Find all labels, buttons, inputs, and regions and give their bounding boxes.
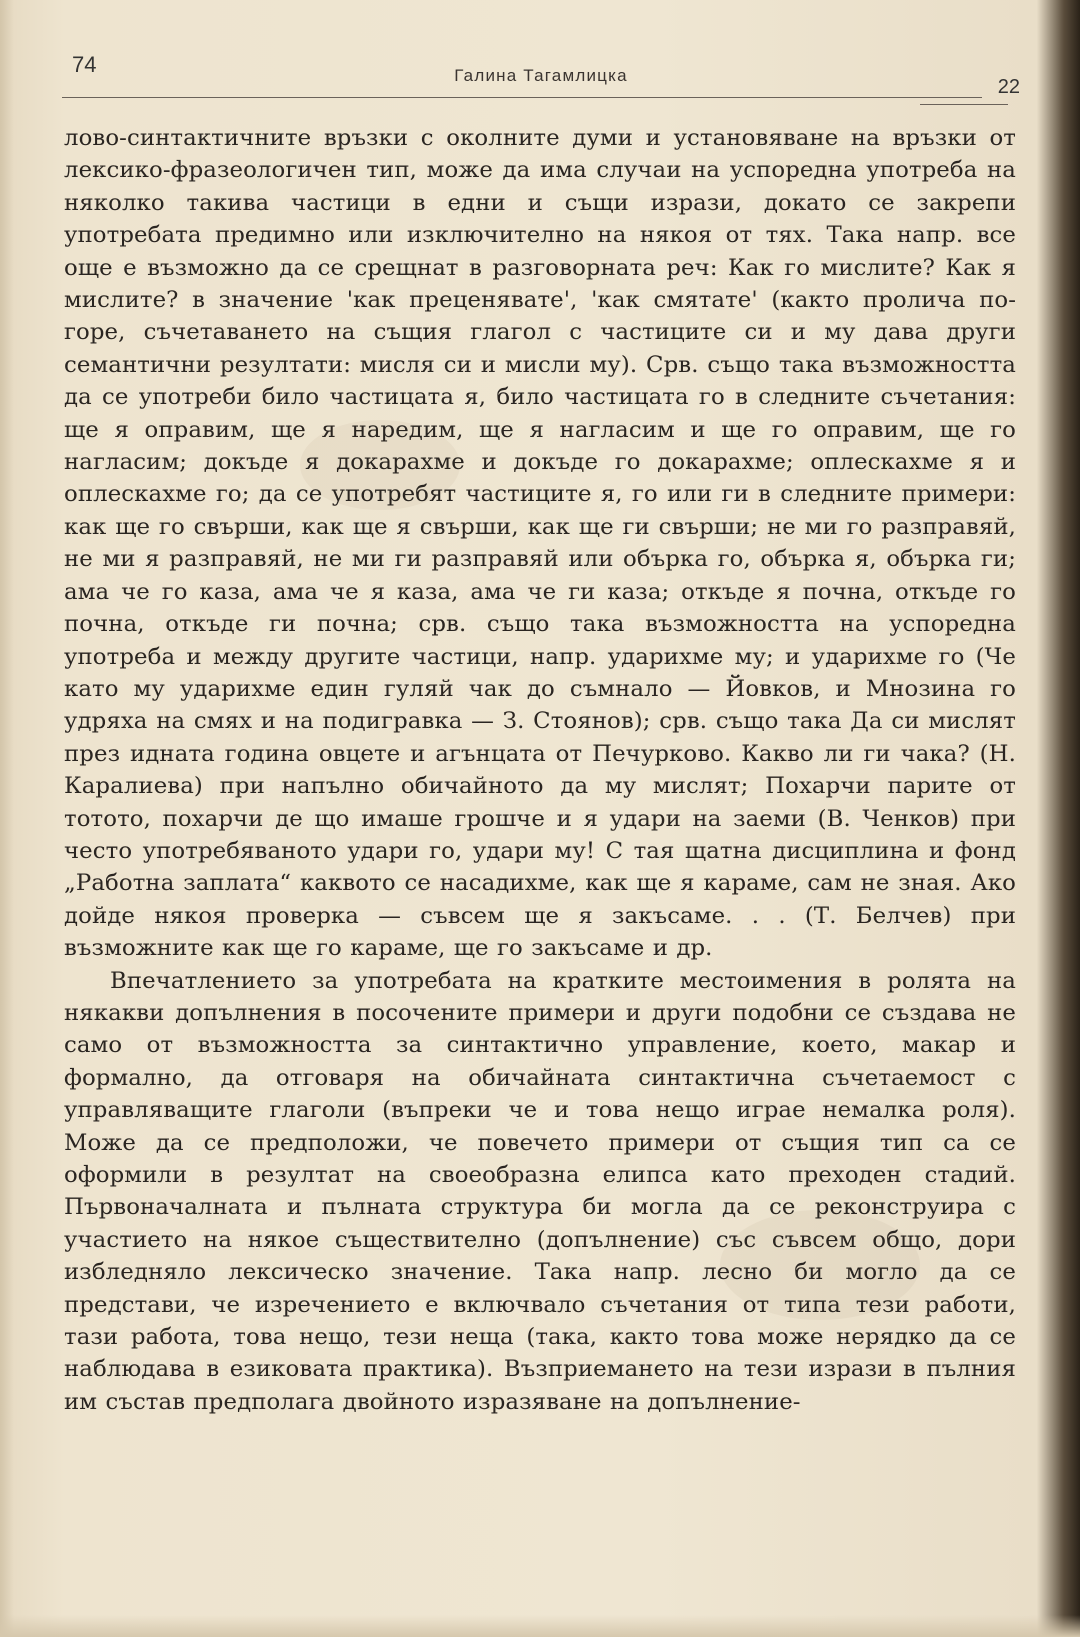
header-rule-short xyxy=(920,104,1008,105)
page-edge-shadow xyxy=(0,1615,1080,1637)
page-header xyxy=(62,52,1020,98)
page-number: 74 xyxy=(72,52,97,77)
paragraph: Впечатлението за употребата на кратките местоимения в ролята на някакви допълнения в посочените примери и други подобни се създава не само от възможността за синтактично управление, което, макар и формално, да отговаря на обичайната синтактична съчетаемост с управляващите глаголи (въпреки че и това нещо играе немалка роля). Може да се предположи, че повечето примери от същия тип са се оформили в резултат на своеобразна елипса като преходен стадий. Първоначалната и пълната структура би могла да се реконструира с участието на някое съществително (допълнение) със съвсем общо, дори избледняло лексическо значение. Така напр. лесно би могло да се представи, че изречението е включвало съчетания от типа тези работи, тази работа, това нещо, тези неща (така, както това може нерядко да се наблюдава в езиковата практика). Възприемането на тези изрази в пълния им състав предполага двойното изразяване на допълнение- xyxy=(64,967,1016,1415)
paragraph: лово-синтактичните връзки с околните думи и установяване на връзки от лексико-фразеологичен тип, може да има случаи на успоредна употреба на няколко такива частици в едни и същи изрази, докато се закрепи употребата предимно или изключително на някоя от тях. Така напр. все още е възможно да се срещнат в разговорната реч: Как го мислите? Как я мислите? в значение 'как преценявате', 'как смятате' (както пролича по-горе, съчетаването на същия глагол с частиците си и му дава други семантични резултати: мисля си и мисли му). Срв. също така възможността да се употреби било частицата я, било частицата го в следните съчетания: ще я оправим, ще я наредим, ще я нагласим и ще го оправим, ще го нагласим; докъде я докарахме и докъде го докарахме; оплескахме я и оплескахме го; да се употребят частиците я, го или ги в следните примери: как ще го свърши, как ще я свърши, как ще ги свърши; не ми го разправяй, не ми я разправяй, не ми ги разправяй или обърка го, обърка я, обърка ги; ама че го каза, ама че я каза, ама че ги каза; откъде я почна, откъде го почна, откъде ги почна; срв. също така възможността на успоредна употреба и между другите частици, напр. ударихме му; и ударихме го (Че като му ударихме един гуляй чак до съмнало — Йовков, и Мнозина го удряха на смях и на подигравка — З. Стоянов); срв. също така Да си мислят през идната година овцете и агънцата от Печурково. Какво ли ги чака? (Н. Каралиева) при напълно обичайното да му мислят; Похарчи парите от тотото, похарчи де що имаше грошче и я удари на заеми (В. Ченков) при често употребяваното удари го, удари му! С тая щатна дисциплина и фонд „Работна заплата“ каквото се насадихме, как ще я караме, сам не зная. Ако дойде някоя проверка — съвсем ще я закъсаме. . . (Т. Белчев) при възможните как ще го караме, ще го закъсаме и др. xyxy=(64,125,1016,962)
section-number: 22 xyxy=(997,76,1020,98)
running-head: Галина Тагамлицка xyxy=(454,66,628,85)
body-text xyxy=(64,122,1016,1418)
header-rule xyxy=(62,97,982,98)
page-edge-shadow xyxy=(0,0,14,1637)
